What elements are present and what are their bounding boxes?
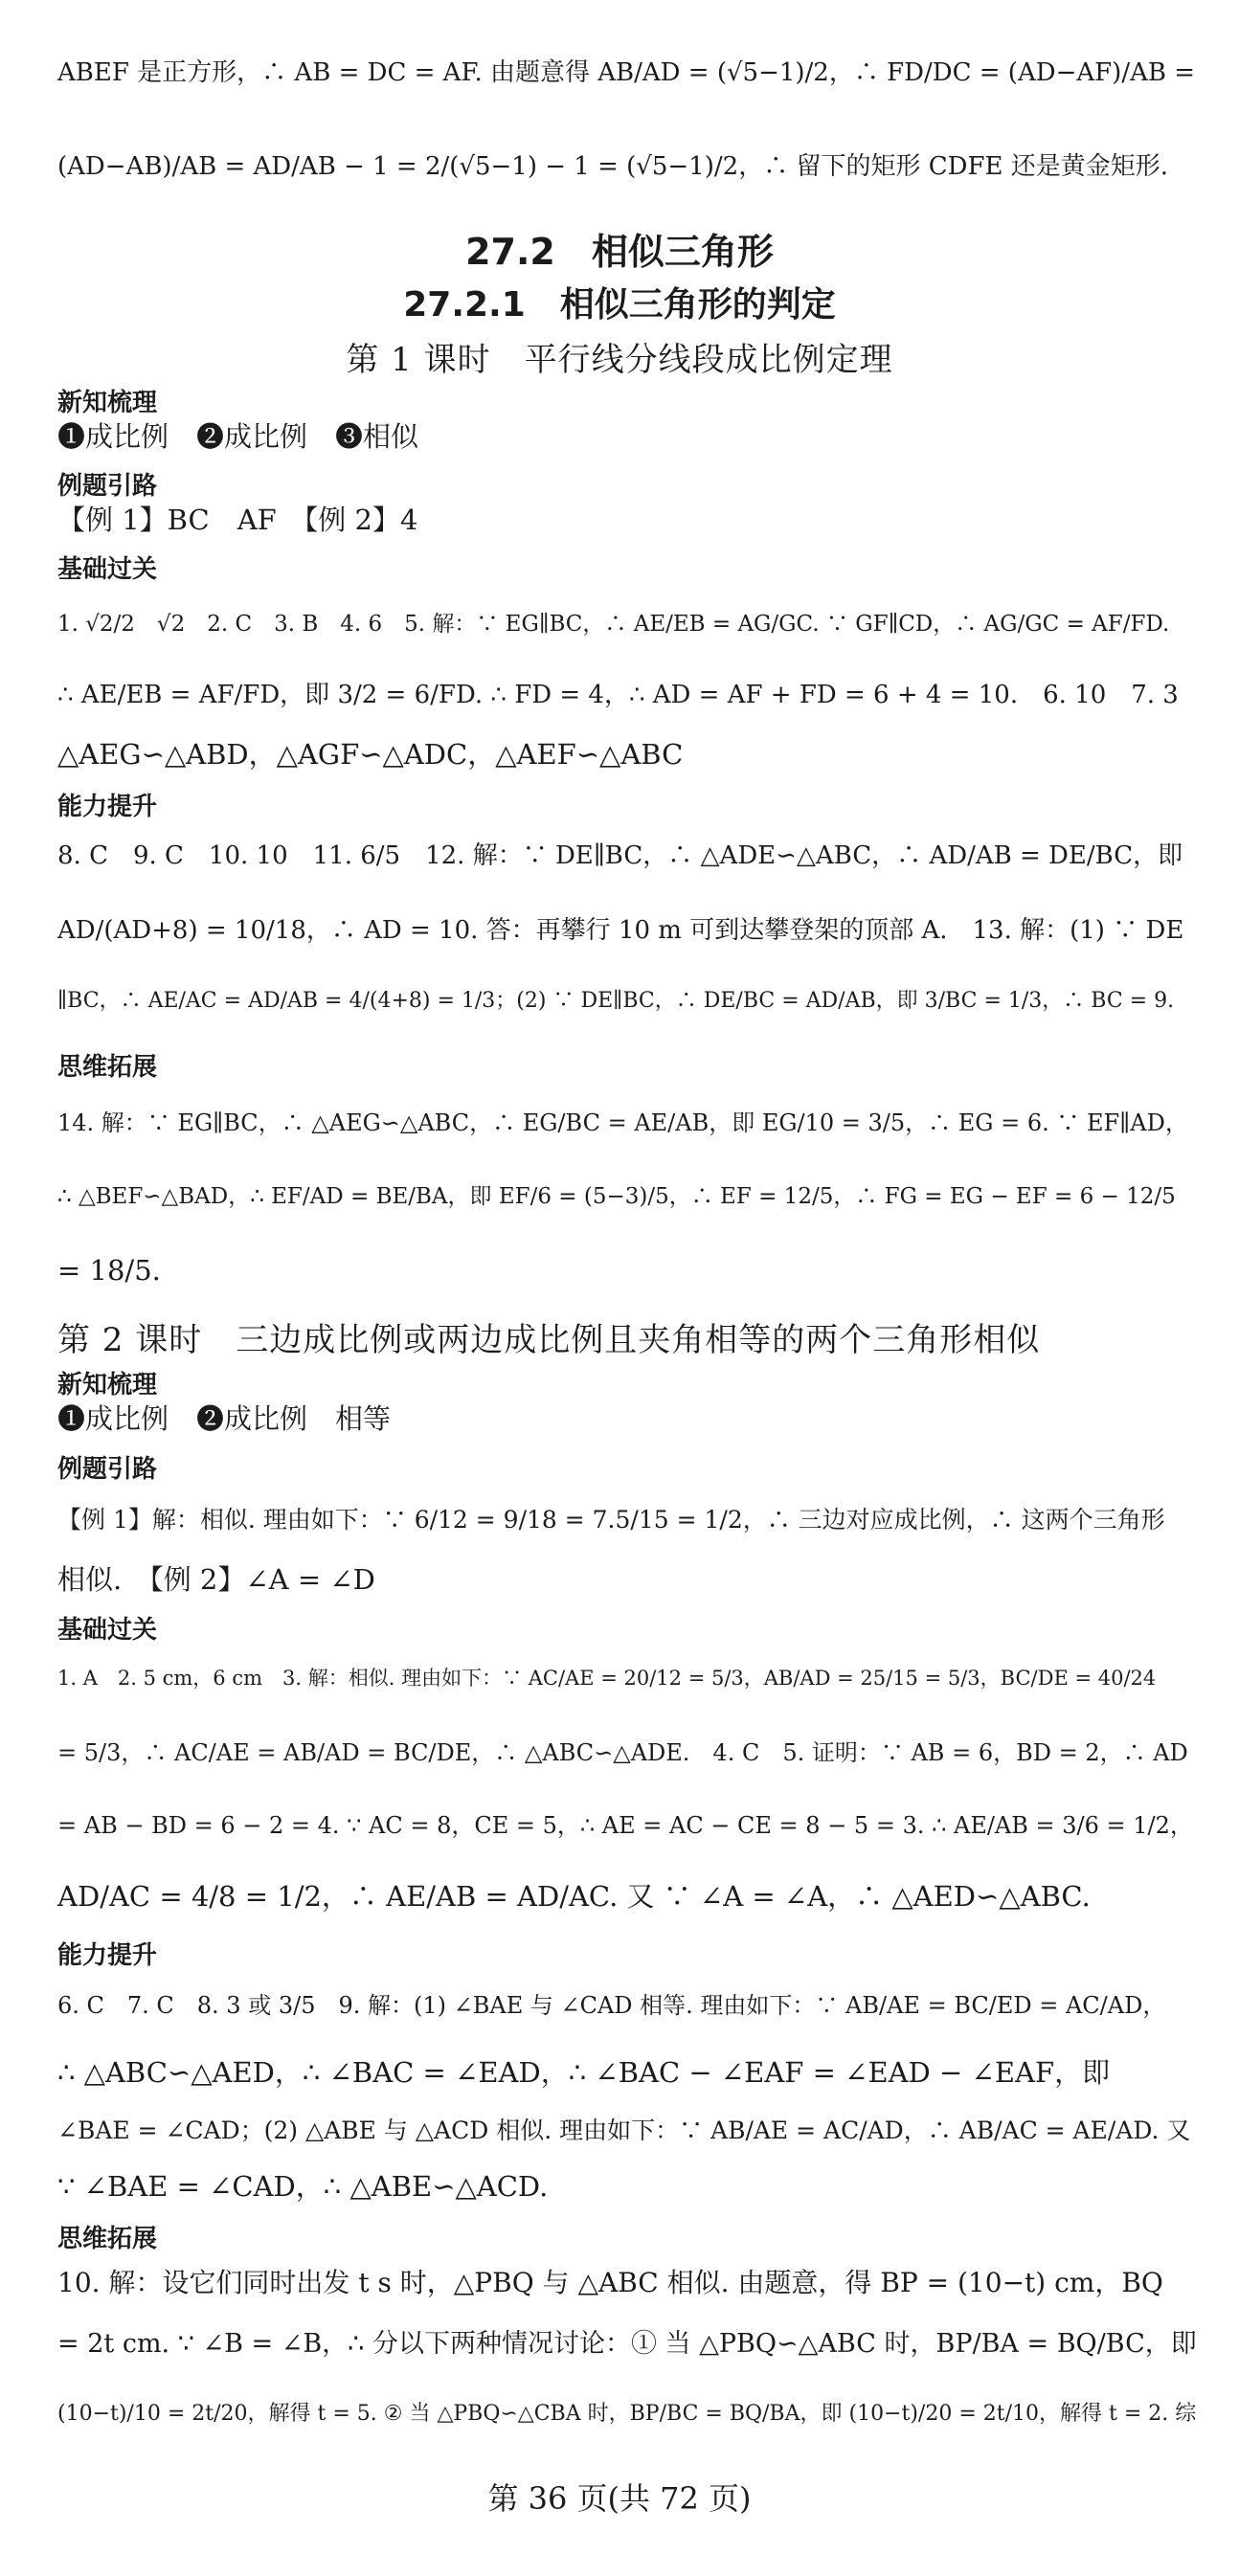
page-footer: 第 36 页(共 72 页) xyxy=(487,2480,752,2517)
text-line: 【例 1】BC AF 【例 2】4 xyxy=(57,504,418,536)
text-line: ❶成比例 ❷成比例 相等 xyxy=(57,1402,392,1435)
label-basic: 基础过关 xyxy=(57,1616,158,1645)
label-thinking: 思维拓展 xyxy=(57,2225,158,2253)
label-examples: 例题引路 xyxy=(57,1455,158,1484)
text-line: ∴ △ABC∽△AED，∴ ∠BAC = ∠EAD，∴ ∠BAC − ∠EAF = ∠EAD − ∠EAF，即 xyxy=(57,2056,1111,2089)
text-line: 1. √2/2 √2 2. C 3. B 4. 6 5. 解：∵ EG∥BC，∴ AE/EB = AG/GC. ∵ GF∥CD，∴ AG/GC = AF/FD. xyxy=(57,612,1170,637)
label-thinking: 思维拓展 xyxy=(57,1053,158,1082)
text-line: 14. 解：∵ EG∥BC，∴ △AEG∽△ABC，∴ EG/BC = AE/AB，即 EG/10 = 3/5，∴ EG = 6. ∵ EF∥AD， xyxy=(57,1109,1188,1136)
text-line: ∥BC，∴ AE/AC = AD/AB = 4/(4+8) = 1/3；(2) ∵ DE∥BC，∴ DE/BC = AD/AB，即 3/BC = 1/3，∴ BC = 9. xyxy=(57,989,1175,1013)
section-heading: 27.2 相似三角形 xyxy=(465,231,774,273)
text-line: 1. A 2. 5 cm，6 cm 3. 解：相似. 理由如下：∵ AC/AE = 20/12 = 5/3，AB/AD = 25/15 = 5/3，BC/DE = 40/24 xyxy=(57,1667,1157,1690)
text-line: △AEG∽△ABD，△AGF∽△ADC，△AEF∽△ABC xyxy=(57,738,684,771)
lesson-heading: 第 2 课时 三边成比例或两边成比例且夹角相等的两个三角形相似 xyxy=(57,1321,1041,1359)
label-basic: 基础过关 xyxy=(57,555,158,584)
text-line: 【例 1】解：相似. 理由如下：∵ 6/12 = 9/18 = 7.5/15 = 1/2，∴ 三边对应成比例，∴ 这两个三角形 xyxy=(57,1506,1165,1534)
text-line: (10−t)/10 = 2t/20，解得 t = 5. ② 当 △PBQ∽△CBA 时，BP/BC = BQ/BA，即 (10−t)/20 = 2t/10，解得 t = 2. 综 xyxy=(57,2402,1197,2426)
text-line: ∴ △BEF∽△BAD，∴ EF/AD = BE/BA，即 EF/6 = (5−3)/5，∴ EF = 12/5，∴ FG = EG − EF = 6 − 12/5 xyxy=(57,1184,1176,1209)
label-new-knowledge: 新知梳理 xyxy=(57,1371,158,1400)
text-line: ∠BAE = ∠CAD；(2) △ABE 与 △ACD 相似. 理由如下：∵ AB/AE = AC/AD，∴ AB/AC = AE/AD. 又 xyxy=(57,2117,1191,2144)
text-line: AD/AC = 4/8 = 1/2，∴ AE/AB = AD/AC. 又 ∵ ∠A = ∠A，∴ △AED∽△ABC. xyxy=(57,1880,1091,1913)
text-line: ❶成比例 ❷成比例 ❸相似 xyxy=(57,420,419,453)
text-line: = 18/5. xyxy=(57,1254,161,1287)
label-new-knowledge: 新知梳理 xyxy=(57,389,158,417)
label-ability: 能力提升 xyxy=(57,793,158,821)
text-line: ABEF 是正方形，∴ AB = DC = AF. 由题意得 AB/AD = (√5−1)/2，∴ FD/DC = (AD−AF)/AB = xyxy=(57,58,1196,87)
text-line: ∵ ∠BAE = ∠CAD，∴ △ABE∽△ACD. xyxy=(57,2170,549,2203)
text-line: 6. C 7. C 8. 3 或 3/5 9. 解：(1) ∠BAE 与 ∠CAD 相等. 理由如下：∵ AB/AE = BC/ED = AC/AD， xyxy=(57,1992,1166,2019)
text-line: ∴ AE/EB = AF/FD，即 3/2 = 6/FD. ∴ FD = 4，∴ AD = AF + FD = 6 + 4 = 10. 6. 10 7. 3 xyxy=(57,681,1179,709)
text-line: = AB − BD = 6 − 2 = 4. ∵ AC = 8，CE = 5，∴ AE = AC − CE = 8 − 5 = 3. ∴ AE/AB = 3/6 = 1/2， xyxy=(57,1812,1193,1839)
lesson-heading: 第 1 课时 平行线分线段成比例定理 xyxy=(346,341,893,379)
text-line: (AD−AB)/AB = AD/AB − 1 = 2/(√5−1) − 1 = (√5−1)/2，∴ 留下的矩形 CDFE 还是黄金矩形. xyxy=(57,152,1169,181)
text-line: 相似. 【例 2】∠A = ∠D xyxy=(57,1563,375,1596)
text-line: 10. 解：设它们同时出发 t s 时，△PBQ 与 △ABC 相似. 由题意，得 BP = (10−t) cm，BQ xyxy=(57,2267,1163,2298)
text-line: 8. C 9. C 10. 10 11. 6/5 12. 解：∵ DE∥BC，∴ △ADE∽△ABC，∴ AD/AB = DE/BC，即 xyxy=(57,841,1183,870)
subsection-heading: 27.2.1 相似三角形的判定 xyxy=(403,285,836,325)
text-line: = 5/3，∴ AC/AE = AB/AD = BC/DE，∴ △ABC∽△ADE. 4. C 5. 证明：∵ AB = 6，BD = 2，∴ AD xyxy=(57,1739,1188,1766)
label-ability: 能力提升 xyxy=(57,1941,158,1970)
text-line: AD/(AD+8) = 10/18，∴ AD = 10. 答：再攀行 10 m 可到达攀登架的顶部 A. 13. 解：(1) ∵ DE xyxy=(57,916,1184,945)
label-examples: 例题引路 xyxy=(57,472,158,501)
text-line: = 2t cm. ∵ ∠B = ∠B，∴ 分以下两种情况讨论：① 当 △PBQ∽△ABC 时，BP/BA = BQ/BC，即 xyxy=(57,2329,1197,2359)
